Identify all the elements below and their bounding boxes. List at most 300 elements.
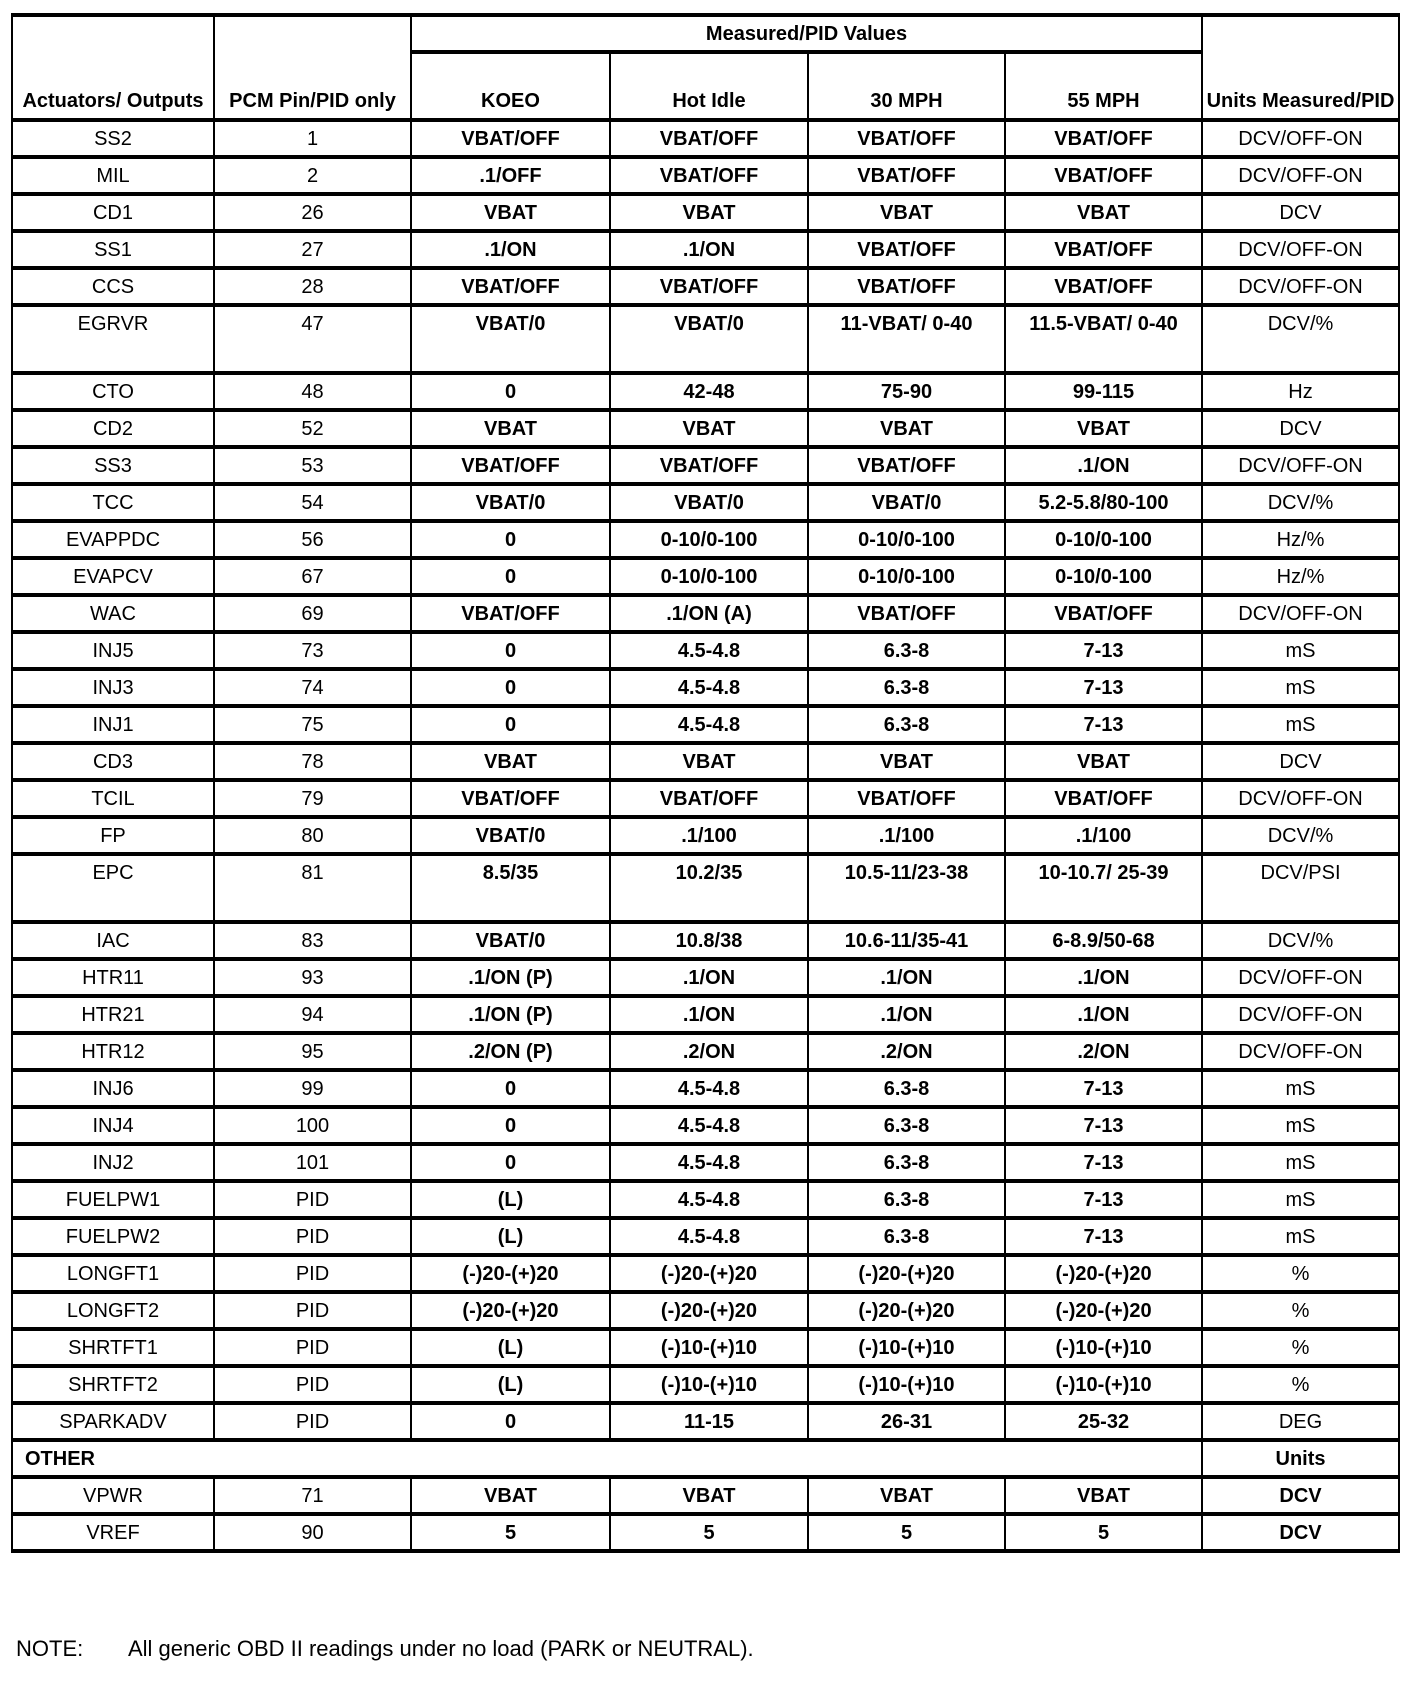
- hot-idle-cell: 4.5-4.8: [610, 632, 808, 669]
- 55-mph-cell: (-)10-(+)10: [1005, 1329, 1202, 1366]
- hot-idle-cell: VBAT: [610, 1477, 808, 1514]
- pin-cell: 101: [214, 1144, 411, 1181]
- hot-idle-cell: 10.8/38: [610, 922, 808, 959]
- pin-cell: 90: [214, 1514, 411, 1551]
- pin-cell: 69: [214, 595, 411, 632]
- 55-mph-cell: (-)20-(+)20: [1005, 1255, 1202, 1292]
- koeo-cell: (L): [411, 1218, 610, 1255]
- units-cell: %: [1202, 1292, 1399, 1329]
- table-row: [12, 1514, 1399, 1551]
- 55-mph-cell: VBAT: [1005, 1477, 1202, 1514]
- pin-cell: 27: [214, 231, 411, 268]
- hot-idle-cell: .2/ON: [610, 1033, 808, 1070]
- table-row: [12, 1403, 1399, 1440]
- koeo-cell: (L): [411, 1329, 610, 1366]
- 55-mph-cell: (-)20-(+)20: [1005, 1292, 1202, 1329]
- 30-mph-cell: 6.3-8: [808, 1144, 1005, 1181]
- 30-mph-cell: 10.5-11/23-38: [808, 854, 1005, 922]
- actuator-cell: FUELPW1: [12, 1181, 214, 1218]
- koeo-cell: VBAT/0: [411, 922, 610, 959]
- actuator-cell: VREF: [12, 1514, 214, 1551]
- actuator-cell: TCC: [12, 484, 214, 521]
- koeo-cell: (-)20-(+)20: [411, 1292, 610, 1329]
- units-cell: mS: [1202, 669, 1399, 706]
- 55-mph-cell: VBAT: [1005, 194, 1202, 231]
- actuator-cell: VPWR: [12, 1477, 214, 1514]
- units-cell: DCV/%: [1202, 922, 1399, 959]
- actuator-cell: INJ4: [12, 1107, 214, 1144]
- actuator-cell: FP: [12, 817, 214, 854]
- 30-mph-cell: 0-10/0-100: [808, 558, 1005, 595]
- actuator-cell: SS1: [12, 231, 214, 268]
- table-row: [12, 1033, 1399, 1070]
- koeo-cell: 0: [411, 706, 610, 743]
- actuator-cell: SPARKADV: [12, 1403, 214, 1440]
- actuator-cell: CD1: [12, 194, 214, 231]
- hot-idle-cell: (-)10-(+)10: [610, 1329, 808, 1366]
- hot-idle-cell: (-)20-(+)20: [610, 1292, 808, 1329]
- table-row: [12, 1181, 1399, 1218]
- table-row: [12, 817, 1399, 854]
- 30-mph-cell: VBAT/OFF: [808, 447, 1005, 484]
- pin-cell: PID: [214, 1366, 411, 1403]
- 30-mph-cell: VBAT/OFF: [808, 231, 1005, 268]
- table-row: [12, 120, 1399, 157]
- hot-idle-cell: .1/ON: [610, 959, 808, 996]
- other-section-row: [12, 1440, 1399, 1477]
- header-actuators: Actuators/ Outputs: [12, 15, 214, 120]
- table-row: [12, 1107, 1399, 1144]
- koeo-cell: .2/ON (P): [411, 1033, 610, 1070]
- 30-mph-cell: 10.6-11/35-41: [808, 922, 1005, 959]
- 55-mph-cell: 7-13: [1005, 1181, 1202, 1218]
- header-measured-values: Measured/PID Values: [411, 15, 1202, 52]
- units-cell: DCV/%: [1202, 305, 1399, 373]
- actuator-cell: HTR21: [12, 996, 214, 1033]
- 55-mph-cell: 7-13: [1005, 1218, 1202, 1255]
- table-row: [12, 558, 1399, 595]
- pin-cell: 67: [214, 558, 411, 595]
- table-row: [12, 706, 1399, 743]
- table-row: [12, 410, 1399, 447]
- table-row: [12, 669, 1399, 706]
- hot-idle-cell: VBAT/0: [610, 305, 808, 373]
- pin-cell: 93: [214, 959, 411, 996]
- pin-cell: 95: [214, 1033, 411, 1070]
- units-cell: DCV/OFF-ON: [1202, 595, 1399, 632]
- hot-idle-cell: VBAT/OFF: [610, 120, 808, 157]
- table-body: [12, 120, 1399, 1551]
- hot-idle-cell: VBAT/OFF: [610, 780, 808, 817]
- 55-mph-cell: VBAT/OFF: [1005, 595, 1202, 632]
- koeo-cell: .1/ON: [411, 231, 610, 268]
- hot-idle-cell: .1/ON: [610, 996, 808, 1033]
- actuator-cell: SS2: [12, 120, 214, 157]
- 55-mph-cell: 5: [1005, 1514, 1202, 1551]
- actuator-cell: INJ6: [12, 1070, 214, 1107]
- table-row: [12, 1255, 1399, 1292]
- units-cell: DCV: [1202, 410, 1399, 447]
- hot-idle-cell: 42-48: [610, 373, 808, 410]
- actuator-cell: LONGFT1: [12, 1255, 214, 1292]
- koeo-cell: 5: [411, 1514, 610, 1551]
- actuator-cell: LONGFT2: [12, 1292, 214, 1329]
- actuator-cell: SHRTFT1: [12, 1329, 214, 1366]
- 30-mph-cell: 0-10/0-100: [808, 521, 1005, 558]
- units-cell: DEG: [1202, 1403, 1399, 1440]
- 30-mph-cell: .1/ON: [808, 959, 1005, 996]
- 30-mph-cell: .2/ON: [808, 1033, 1005, 1070]
- pin-cell: 28: [214, 268, 411, 305]
- koeo-cell: VBAT/0: [411, 484, 610, 521]
- koeo-cell: 0: [411, 373, 610, 410]
- koeo-cell: VBAT: [411, 743, 610, 780]
- actuator-cell: TCIL: [12, 780, 214, 817]
- pin-cell: 74: [214, 669, 411, 706]
- 30-mph-cell: 6.3-8: [808, 1218, 1005, 1255]
- hot-idle-cell: 4.5-4.8: [610, 1144, 808, 1181]
- pin-cell: 73: [214, 632, 411, 669]
- pin-cell: 75: [214, 706, 411, 743]
- table-row: [12, 632, 1399, 669]
- 55-mph-cell: VBAT/OFF: [1005, 231, 1202, 268]
- koeo-cell: VBAT/OFF: [411, 595, 610, 632]
- 55-mph-cell: VBAT/OFF: [1005, 268, 1202, 305]
- pin-cell: PID: [214, 1292, 411, 1329]
- units-cell: mS: [1202, 1218, 1399, 1255]
- units-cell: DCV: [1202, 1477, 1399, 1514]
- 55-mph-cell: 10-10.7/ 25-39: [1005, 854, 1202, 922]
- koeo-cell: VBAT: [411, 410, 610, 447]
- actuator-cell: HTR12: [12, 1033, 214, 1070]
- koeo-cell: VBAT/OFF: [411, 447, 610, 484]
- pin-cell: 47: [214, 305, 411, 373]
- 55-mph-cell: 0-10/0-100: [1005, 521, 1202, 558]
- 55-mph-cell: .1/ON: [1005, 447, 1202, 484]
- 55-mph-cell: .1/100: [1005, 817, 1202, 854]
- 30-mph-cell: (-)20-(+)20: [808, 1255, 1005, 1292]
- units-cell: DCV: [1202, 743, 1399, 780]
- units-cell: mS: [1202, 1181, 1399, 1218]
- 30-mph-cell: 6.3-8: [808, 1107, 1005, 1144]
- hot-idle-cell: 4.5-4.8: [610, 1218, 808, 1255]
- pin-cell: PID: [214, 1329, 411, 1366]
- hot-idle-cell: 0-10/0-100: [610, 521, 808, 558]
- 55-mph-cell: .1/ON: [1005, 959, 1202, 996]
- actuator-cell: SHRTFT2: [12, 1366, 214, 1403]
- units-cell: DCV/OFF-ON: [1202, 996, 1399, 1033]
- 30-mph-cell: VBAT: [808, 743, 1005, 780]
- 30-mph-cell: 6.3-8: [808, 1070, 1005, 1107]
- hot-idle-cell: VBAT: [610, 410, 808, 447]
- table-row: [12, 484, 1399, 521]
- actuator-cell: IAC: [12, 922, 214, 959]
- units-cell: DCV/OFF-ON: [1202, 447, 1399, 484]
- 30-mph-cell: (-)20-(+)20: [808, 1292, 1005, 1329]
- 55-mph-cell: 99-115: [1005, 373, 1202, 410]
- koeo-cell: (-)20-(+)20: [411, 1255, 610, 1292]
- note-text: All generic OBD II readings under no load (PARK or NEUTRAL).: [128, 1636, 754, 1661]
- units-cell: Hz: [1202, 373, 1399, 410]
- hot-idle-cell: VBAT/OFF: [610, 157, 808, 194]
- actuator-cell: HTR11: [12, 959, 214, 996]
- 30-mph-cell: VBAT/OFF: [808, 157, 1005, 194]
- units-cell: mS: [1202, 1070, 1399, 1107]
- 30-mph-cell: .1/100: [808, 817, 1005, 854]
- 30-mph-cell: .1/ON: [808, 996, 1005, 1033]
- actuator-cell: EVAPCV: [12, 558, 214, 595]
- 55-mph-cell: 5.2-5.8/80-100: [1005, 484, 1202, 521]
- units-cell: %: [1202, 1255, 1399, 1292]
- hot-idle-cell: 10.2/35: [610, 854, 808, 922]
- hot-idle-cell: 4.5-4.8: [610, 1070, 808, 1107]
- 55-mph-cell: 7-13: [1005, 1107, 1202, 1144]
- units-cell: DCV: [1202, 194, 1399, 231]
- header-30-mph: 30 MPH: [808, 52, 1005, 120]
- table-row: [12, 231, 1399, 268]
- units-cell: DCV/OFF-ON: [1202, 231, 1399, 268]
- pin-cell: 2: [214, 157, 411, 194]
- 55-mph-cell: VBAT: [1005, 743, 1202, 780]
- units-cell: DCV/OFF-ON: [1202, 780, 1399, 817]
- koeo-cell: VBAT: [411, 1477, 610, 1514]
- 30-mph-cell: 11-VBAT/ 0-40: [808, 305, 1005, 373]
- pin-cell: 54: [214, 484, 411, 521]
- pin-cell: 71: [214, 1477, 411, 1514]
- other-section-label: OTHER: [12, 1440, 1202, 1477]
- table-row: [12, 1144, 1399, 1181]
- koeo-cell: VBAT/OFF: [411, 780, 610, 817]
- 55-mph-cell: .1/ON: [1005, 996, 1202, 1033]
- units-cell: DCV/OFF-ON: [1202, 268, 1399, 305]
- actuator-cell: EVAPPDC: [12, 521, 214, 558]
- pin-cell: 53: [214, 447, 411, 484]
- header-55-mph: 55 MPH: [1005, 52, 1202, 120]
- 30-mph-cell: VBAT/0: [808, 484, 1005, 521]
- pin-cell: 81: [214, 854, 411, 922]
- koeo-cell: 0: [411, 1070, 610, 1107]
- 55-mph-cell: VBAT/OFF: [1005, 780, 1202, 817]
- koeo-cell: VBAT: [411, 194, 610, 231]
- 30-mph-cell: VBAT: [808, 1477, 1005, 1514]
- actuator-cell: CD2: [12, 410, 214, 447]
- 55-mph-cell: VBAT: [1005, 410, 1202, 447]
- koeo-cell: 0: [411, 632, 610, 669]
- koeo-cell: .1/ON (P): [411, 996, 610, 1033]
- koeo-cell: VBAT/OFF: [411, 268, 610, 305]
- koeo-cell: .1/ON (P): [411, 959, 610, 996]
- units-cell: mS: [1202, 1107, 1399, 1144]
- units-cell: DCV: [1202, 1514, 1399, 1551]
- units-cell: Hz/%: [1202, 558, 1399, 595]
- 30-mph-cell: 6.3-8: [808, 1181, 1005, 1218]
- pin-cell: 99: [214, 1070, 411, 1107]
- units-cell: mS: [1202, 632, 1399, 669]
- koeo-cell: (L): [411, 1366, 610, 1403]
- table-row: [12, 447, 1399, 484]
- hot-idle-cell: 4.5-4.8: [610, 669, 808, 706]
- 30-mph-cell: 6.3-8: [808, 669, 1005, 706]
- table-row: [12, 854, 1399, 922]
- koeo-cell: 8.5/35: [411, 854, 610, 922]
- other-units-label: Units: [1202, 1440, 1399, 1477]
- koeo-cell: 0: [411, 1107, 610, 1144]
- table-row: [12, 1329, 1399, 1366]
- hot-idle-cell: VBAT/OFF: [610, 447, 808, 484]
- 30-mph-cell: 26-31: [808, 1403, 1005, 1440]
- units-cell: DCV/%: [1202, 484, 1399, 521]
- units-cell: DCV/OFF-ON: [1202, 157, 1399, 194]
- 55-mph-cell: 7-13: [1005, 669, 1202, 706]
- pin-cell: 26: [214, 194, 411, 231]
- koeo-cell: VBAT/0: [411, 305, 610, 373]
- table-row: [12, 305, 1399, 373]
- 30-mph-cell: (-)10-(+)10: [808, 1329, 1005, 1366]
- hot-idle-cell: (-)20-(+)20: [610, 1255, 808, 1292]
- pin-cell: 1: [214, 120, 411, 157]
- koeo-cell: 0: [411, 669, 610, 706]
- hot-idle-cell: .1/100: [610, 817, 808, 854]
- pin-cell: 100: [214, 1107, 411, 1144]
- table-row: [12, 780, 1399, 817]
- actuator-cell: FUELPW2: [12, 1218, 214, 1255]
- hot-idle-cell: .1/ON (A): [610, 595, 808, 632]
- hot-idle-cell: 4.5-4.8: [610, 1181, 808, 1218]
- actuator-cell: WAC: [12, 595, 214, 632]
- 30-mph-cell: 6.3-8: [808, 706, 1005, 743]
- koeo-cell: 0: [411, 1403, 610, 1440]
- actuator-cell: INJ1: [12, 706, 214, 743]
- header-koeo: KOEO: [411, 52, 610, 120]
- table-row: [12, 373, 1399, 410]
- hot-idle-cell: 4.5-4.8: [610, 706, 808, 743]
- pin-cell: PID: [214, 1255, 411, 1292]
- 30-mph-cell: VBAT/OFF: [808, 595, 1005, 632]
- table-row: [12, 1218, 1399, 1255]
- actuator-cell: CTO: [12, 373, 214, 410]
- table-row: [12, 1292, 1399, 1329]
- table-row: [12, 268, 1399, 305]
- actuator-values-table: [11, 13, 1400, 1553]
- hot-idle-cell: 4.5-4.8: [610, 1107, 808, 1144]
- table-row: [12, 157, 1399, 194]
- pin-cell: 78: [214, 743, 411, 780]
- units-cell: %: [1202, 1329, 1399, 1366]
- actuator-cell: INJ2: [12, 1144, 214, 1181]
- hot-idle-cell: VBAT: [610, 743, 808, 780]
- units-cell: DCV/%: [1202, 817, 1399, 854]
- 30-mph-cell: VBAT: [808, 410, 1005, 447]
- 55-mph-cell: .2/ON: [1005, 1033, 1202, 1070]
- pin-cell: 52: [214, 410, 411, 447]
- hot-idle-cell: .1/ON: [610, 231, 808, 268]
- table-row: [12, 1366, 1399, 1403]
- 55-mph-cell: (-)10-(+)10: [1005, 1366, 1202, 1403]
- 55-mph-cell: 7-13: [1005, 1144, 1202, 1181]
- 30-mph-cell: VBAT/OFF: [808, 120, 1005, 157]
- 30-mph-cell: 75-90: [808, 373, 1005, 410]
- koeo-cell: VBAT/0: [411, 817, 610, 854]
- 55-mph-cell: 25-32: [1005, 1403, 1202, 1440]
- table-row: [12, 743, 1399, 780]
- 30-mph-cell: VBAT/OFF: [808, 268, 1005, 305]
- note-label: NOTE:: [16, 1636, 84, 1661]
- koeo-cell: (L): [411, 1181, 610, 1218]
- pin-cell: PID: [214, 1181, 411, 1218]
- 30-mph-cell: (-)10-(+)10: [808, 1366, 1005, 1403]
- units-cell: mS: [1202, 706, 1399, 743]
- hot-idle-cell: (-)10-(+)10: [610, 1366, 808, 1403]
- table-row: [12, 521, 1399, 558]
- koeo-cell: 0: [411, 521, 610, 558]
- actuator-cell: INJ5: [12, 632, 214, 669]
- 55-mph-cell: 0-10/0-100: [1005, 558, 1202, 595]
- actuator-cell: SS3: [12, 447, 214, 484]
- koeo-cell: 0: [411, 1144, 610, 1181]
- table-row: [12, 194, 1399, 231]
- table-row: [12, 922, 1399, 959]
- hot-idle-cell: 11-15: [610, 1403, 808, 1440]
- hot-idle-cell: 5: [610, 1514, 808, 1551]
- table-row: [12, 996, 1399, 1033]
- units-cell: mS: [1202, 1144, 1399, 1181]
- hot-idle-cell: VBAT/OFF: [610, 268, 808, 305]
- pin-cell: 80: [214, 817, 411, 854]
- table-row: [12, 959, 1399, 996]
- table-row: [12, 1070, 1399, 1107]
- pin-cell: PID: [214, 1403, 411, 1440]
- pin-cell: 83: [214, 922, 411, 959]
- 55-mph-cell: 11.5-VBAT/ 0-40: [1005, 305, 1202, 373]
- 55-mph-cell: 7-13: [1005, 632, 1202, 669]
- units-cell: DCV/OFF-ON: [1202, 1033, 1399, 1070]
- koeo-cell: .1/OFF: [411, 157, 610, 194]
- actuator-cell: EPC: [12, 854, 214, 922]
- pin-cell: 56: [214, 521, 411, 558]
- table-row: [12, 595, 1399, 632]
- 30-mph-cell: VBAT: [808, 194, 1005, 231]
- hot-idle-cell: VBAT/0: [610, 484, 808, 521]
- units-cell: %: [1202, 1366, 1399, 1403]
- actuator-cell: INJ3: [12, 669, 214, 706]
- hot-idle-cell: 0-10/0-100: [610, 558, 808, 595]
- actuator-cell: CCS: [12, 268, 214, 305]
- table-row: [12, 1477, 1399, 1514]
- 55-mph-cell: 7-13: [1005, 1070, 1202, 1107]
- pin-cell: 48: [214, 373, 411, 410]
- header-pcm-pin: PCM Pin/PID only: [214, 15, 411, 120]
- 55-mph-cell: VBAT/OFF: [1005, 120, 1202, 157]
- units-cell: DCV/OFF-ON: [1202, 959, 1399, 996]
- hot-idle-cell: VBAT: [610, 194, 808, 231]
- footnote: [16, 1636, 754, 1662]
- actuator-cell: CD3: [12, 743, 214, 780]
- 55-mph-cell: 7-13: [1005, 706, 1202, 743]
- 55-mph-cell: VBAT/OFF: [1005, 157, 1202, 194]
- 30-mph-cell: 5: [808, 1514, 1005, 1551]
- 30-mph-cell: VBAT/OFF: [808, 780, 1005, 817]
- actuator-cell: MIL: [12, 157, 214, 194]
- units-cell: DCV/OFF-ON: [1202, 120, 1399, 157]
- koeo-cell: VBAT/OFF: [411, 120, 610, 157]
- header-units: Units Measured/PID: [1202, 15, 1399, 120]
- actuator-cell: EGRVR: [12, 305, 214, 373]
- units-cell: Hz/%: [1202, 521, 1399, 558]
- pin-cell: 94: [214, 996, 411, 1033]
- units-cell: DCV/PSI: [1202, 854, 1399, 922]
- pin-cell: PID: [214, 1218, 411, 1255]
- koeo-cell: 0: [411, 558, 610, 595]
